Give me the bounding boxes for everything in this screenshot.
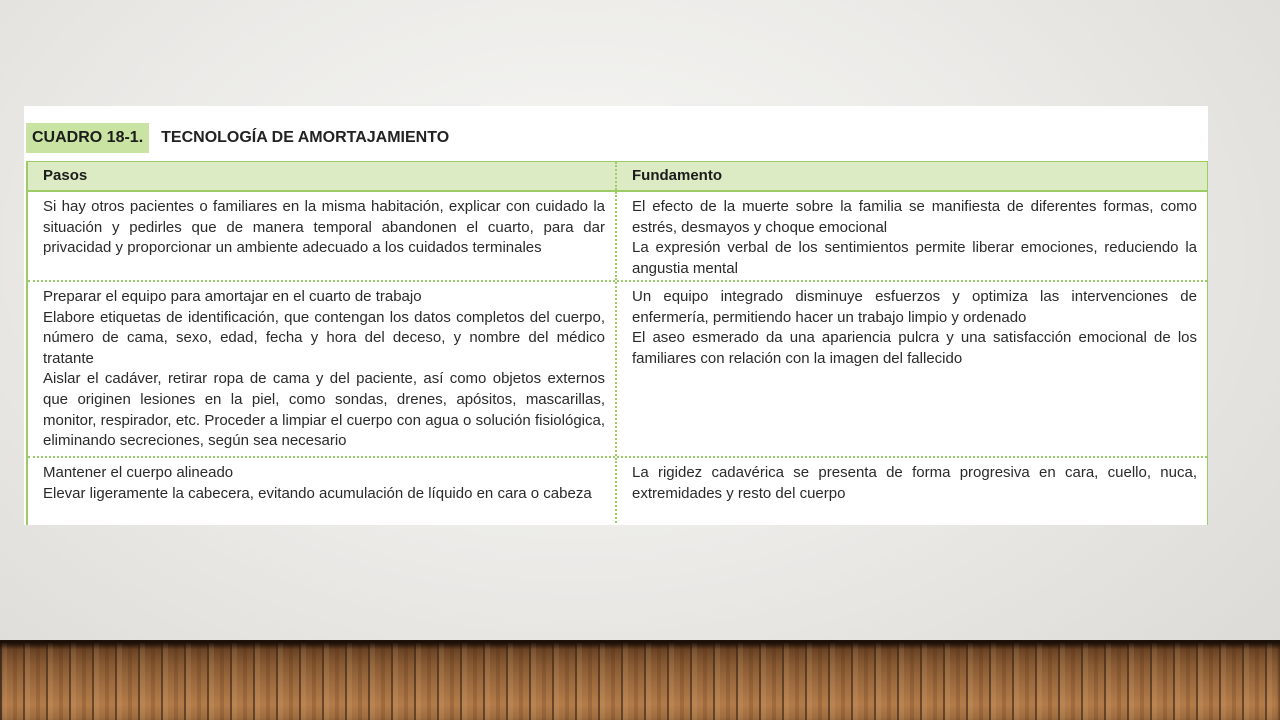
table-row [28, 192, 1207, 282]
fundamento-text: La rigidez cadavérica se presenta de forma progresiva en cara, cuello, nuca, extremidades y resto del cuerpo [632, 464, 1197, 502]
pasos-cell [28, 192, 617, 280]
header-pasos: Pasos [28, 162, 617, 190]
table-row [28, 282, 1207, 458]
pasos-text: Aislar el cadáver, retirar ropa de cama y del paciente, así como objetos externos que originen lesiones en la piel, como sondas, drenes, apósitos, mascarillas, monitor, respirador, etc. Proceder a limpiar el cuerpo con agua o solución fisiológica, eliminando secreciones, según sea necesario [43, 370, 605, 450]
pasos-text: Si hay otros pacientes o familiares en la misma habitación, explicar con cuidado la situación y pedirles que de manera temporal abandonen el cuarto, para dar privacidad y proporcionar un ambiente adecuado a los cuidados terminales [43, 198, 605, 257]
header-fundamento: Fundamento [632, 167, 722, 184]
fundamento-cell [617, 282, 1207, 456]
fundamento-cell [617, 458, 1207, 525]
pasos-text: Preparar el equipo para amortajar en el cuarto de trabajo [43, 288, 422, 305]
fundamento-text: El aseo esmerado da una apariencia pulcra y una satisfacción emocional de los familiares con relación con la imagen del fallecido [632, 329, 1197, 367]
pasos-cell [28, 458, 617, 525]
table-number-label: CUADRO 18-1. [26, 123, 149, 153]
table-row [28, 458, 1207, 525]
fundamento-text: El efecto de la muerte sobre la familia se manifiesta de diferentes formas, como estrés, desmayos y choque emocional [632, 198, 1197, 236]
procedure-table [26, 161, 1208, 525]
document-image [24, 106, 1208, 525]
table-header-row [28, 162, 1207, 192]
wooden-floor-decoration [0, 643, 1280, 720]
fundamento-cell [617, 192, 1207, 280]
table-caption [26, 123, 449, 153]
pasos-text: Mantener el cuerpo alineado [43, 464, 234, 481]
pasos-text: Elabore etiquetas de identificación, que contengan los datos completos del cuerpo, número de cama, sexo, edad, fecha y hora del deceso, y nombre del médico tratante [43, 308, 605, 367]
fundamento-text: Un equipo integrado disminuye esfuerzos y optimiza las intervenciones de enfermería, permitiendo hacer un trabajo limpio y ordenado [632, 288, 1197, 326]
fundamento-text: La expresión verbal de los sentimientos permite liberar emociones, reduciendo la angustia mental [632, 239, 1197, 277]
table-title: TECNOLOGÍA DE AMORTAJAMIENTO [161, 129, 450, 146]
pasos-text: Elevar ligeramente la cabecera, evitando acumulación de líquido en cara o cabeza [43, 484, 592, 502]
pasos-cell [28, 282, 617, 456]
